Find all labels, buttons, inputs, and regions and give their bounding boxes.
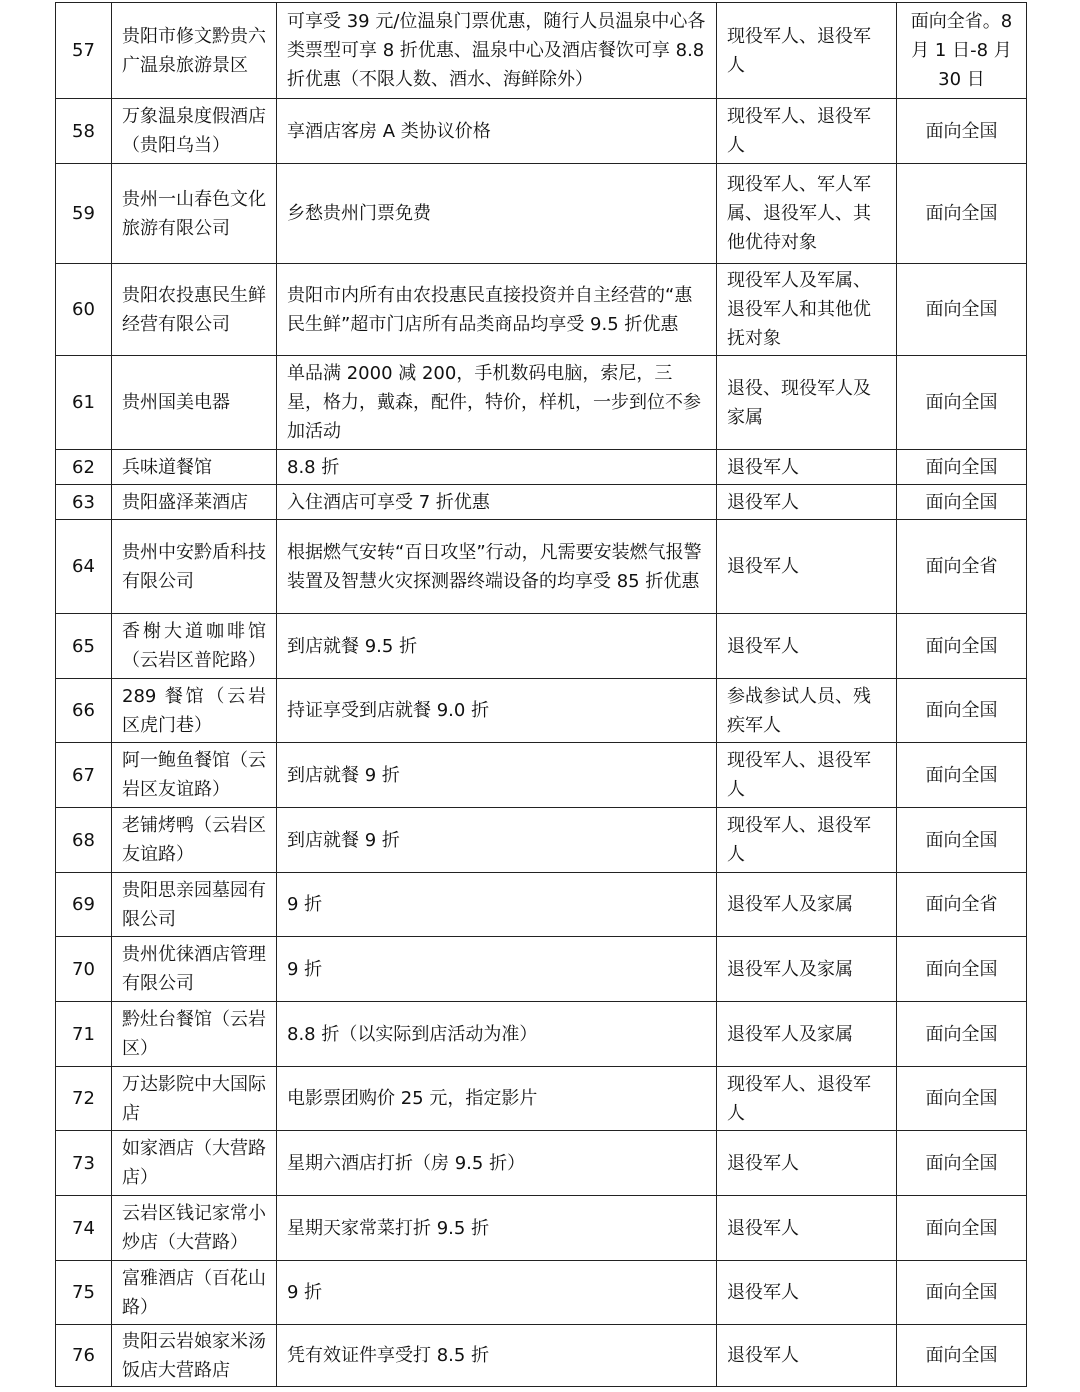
eligible-group: 现役军人、退役军人	[717, 808, 897, 873]
coverage-scope: 面向全国	[897, 99, 1027, 164]
table-row	[56, 614, 1027, 679]
coverage-scope: 面向全国	[897, 808, 1027, 873]
merchant-name: 贵州优徕酒店管理有限公司	[112, 937, 277, 1002]
row-number: 73	[56, 1131, 112, 1196]
offer-detail: 享酒店客房 A 类协议价格	[277, 99, 717, 164]
eligible-group: 退役军人	[717, 520, 897, 614]
row-number: 67	[56, 743, 112, 808]
row-number: 69	[56, 873, 112, 937]
coverage-scope: 面向全国	[897, 1067, 1027, 1131]
merchant-name: 黔灶台餐馆（云岩区）	[112, 1002, 277, 1067]
offer-detail: 星期天家常菜打折 9.5 折	[277, 1196, 717, 1261]
row-number: 70	[56, 937, 112, 1002]
table-body	[56, 3, 1027, 1387]
eligible-group: 现役军人、军人军属、退役军人、其他优待对象	[717, 164, 897, 264]
offer-detail: 电影票团购价 25 元，指定影片	[277, 1067, 717, 1131]
offer-detail: 持证享受到店就餐 9.0 折	[277, 679, 717, 743]
table-row	[56, 450, 1027, 485]
row-number: 68	[56, 808, 112, 873]
eligible-group: 退役、现役军人及家属	[717, 356, 897, 450]
coverage-scope: 面向全国	[897, 164, 1027, 264]
eligible-group: 退役军人	[717, 1261, 897, 1325]
eligible-group: 退役军人	[717, 1325, 897, 1387]
eligible-group: 退役军人	[717, 1131, 897, 1196]
row-number: 71	[56, 1002, 112, 1067]
coverage-scope: 面向全国	[897, 1131, 1027, 1196]
offer-detail: 入住酒店可享受 7 折优惠	[277, 485, 717, 520]
row-number: 57	[56, 3, 112, 99]
eligible-group: 退役军人及家属	[717, 873, 897, 937]
table-row	[56, 1131, 1027, 1196]
row-number: 74	[56, 1196, 112, 1261]
table-row	[56, 164, 1027, 264]
merchant-name: 贵阳盛泽莱酒店	[112, 485, 277, 520]
merchant-name: 贵阳市修文黔贵六广温泉旅游景区	[112, 3, 277, 99]
coverage-scope: 面向全国	[897, 450, 1027, 485]
coverage-scope: 面向全国	[897, 1261, 1027, 1325]
table-row	[56, 808, 1027, 873]
eligible-group: 退役军人	[717, 614, 897, 679]
eligible-group: 现役军人、退役军人	[717, 1067, 897, 1131]
table-row	[56, 743, 1027, 808]
table-row	[56, 1261, 1027, 1325]
offer-detail: 单品满 2000 减 200，手机数码电脑，索尼，三星，格力，戴森，配件，特价，样机，一步到位不参加活动	[277, 356, 717, 450]
coverage-scope: 面向全省	[897, 520, 1027, 614]
coverage-scope: 面向全国	[897, 1196, 1027, 1261]
offer-detail: 9 折	[277, 873, 717, 937]
row-number: 58	[56, 99, 112, 164]
merchant-name: 万达影院中大国际店	[112, 1067, 277, 1131]
table-row	[56, 99, 1027, 164]
row-number: 61	[56, 356, 112, 450]
eligible-group: 退役军人	[717, 450, 897, 485]
row-number: 65	[56, 614, 112, 679]
coverage-scope: 面向全国	[897, 356, 1027, 450]
merchant-name: 云岩区钱记家常小炒店（大营路）	[112, 1196, 277, 1261]
coverage-scope: 面向全国	[897, 1002, 1027, 1067]
merchant-name: 富雅酒店（百花山路）	[112, 1261, 277, 1325]
eligible-group: 退役军人	[717, 485, 897, 520]
table-row	[56, 1325, 1027, 1387]
coverage-scope: 面向全国	[897, 1325, 1027, 1387]
offer-detail: 9 折	[277, 1261, 717, 1325]
merchant-name: 老铺烤鸭（云岩区友谊路）	[112, 808, 277, 873]
merchant-name: 贵阳农投惠民生鲜经营有限公司	[112, 264, 277, 356]
eligible-group: 现役军人、退役军人	[717, 3, 897, 99]
row-number: 66	[56, 679, 112, 743]
offer-detail: 8.8 折	[277, 450, 717, 485]
offer-detail: 到店就餐 9 折	[277, 808, 717, 873]
table-row	[56, 3, 1027, 99]
eligible-group: 参战参试人员、残疾军人	[717, 679, 897, 743]
offer-detail: 乡愁贵州门票免费	[277, 164, 717, 264]
table-row	[56, 520, 1027, 614]
row-number: 75	[56, 1261, 112, 1325]
offer-detail: 8.8 折（以实际到店活动为准）	[277, 1002, 717, 1067]
offer-detail: 星期六酒店打折（房 9.5 折）	[277, 1131, 717, 1196]
eligible-group: 退役军人及家属	[717, 937, 897, 1002]
eligible-group: 现役军人、退役军人	[717, 743, 897, 808]
offer-detail: 贵阳市内所有由农投惠民直接投资并自主经营的“惠民生鲜”超市门店所有品类商品均享受 9.5 折优惠	[277, 264, 717, 356]
merchant-name: 贵州一山春色文化旅游有限公司	[112, 164, 277, 264]
row-number: 76	[56, 1325, 112, 1387]
eligible-group: 现役军人、退役军人	[717, 99, 897, 164]
merchant-name: 贵州中安黔盾科技有限公司	[112, 520, 277, 614]
coverage-scope: 面向全国	[897, 743, 1027, 808]
table-row	[56, 1067, 1027, 1131]
offer-detail: 可享受 39 元/位温泉门票优惠，随行人员温泉中心各类票型可享 8 折优惠、温泉中心及酒店餐饮可享 8.8 折优惠（不限人数、酒水、海鲜除外）	[277, 3, 717, 99]
table-row	[56, 264, 1027, 356]
merchant-name: 贵阳思亲园墓园有限公司	[112, 873, 277, 937]
coverage-scope: 面向全省	[897, 873, 1027, 937]
coverage-scope: 面向全省。8 月 1 日-8 月 30 日	[897, 3, 1027, 99]
coverage-scope: 面向全国	[897, 614, 1027, 679]
coverage-scope: 面向全国	[897, 264, 1027, 356]
table-row	[56, 356, 1027, 450]
row-number: 63	[56, 485, 112, 520]
merchant-name: 如家酒店（大营路店）	[112, 1131, 277, 1196]
merchant-name: 贵阳云岩娘家米汤饭店大营路店	[112, 1325, 277, 1387]
table-row	[56, 679, 1027, 743]
table-row	[56, 485, 1027, 520]
table-row	[56, 1002, 1027, 1067]
offer-detail: 根据燃气安转“百日攻坚”行动，凡需要安装燃气报警装置及智慧火灾探测器终端设备的均享受 85 折优惠	[277, 520, 717, 614]
row-number: 59	[56, 164, 112, 264]
coverage-scope: 面向全国	[897, 679, 1027, 743]
offer-detail: 9 折	[277, 937, 717, 1002]
coverage-scope: 面向全国	[897, 485, 1027, 520]
row-number: 72	[56, 1067, 112, 1131]
merchant-name: 万象温泉度假酒店（贵阳乌当）	[112, 99, 277, 164]
eligible-group: 退役军人及家属	[717, 1002, 897, 1067]
merchant-name: 兵味道餐馆	[112, 450, 277, 485]
discount-merchant-table	[55, 2, 1027, 1387]
merchant-name: 香榭大道咖啡馆（云岩区普陀路）	[112, 614, 277, 679]
eligible-group: 退役军人	[717, 1196, 897, 1261]
offer-detail: 到店就餐 9.5 折	[277, 614, 717, 679]
eligible-group: 现役军人及军属、退役军人和其他优抚对象	[717, 264, 897, 356]
table-row	[56, 937, 1027, 1002]
offer-detail: 到店就餐 9 折	[277, 743, 717, 808]
offer-detail: 凭有效证件享受打 8.5 折	[277, 1325, 717, 1387]
table-row	[56, 1196, 1027, 1261]
coverage-scope: 面向全国	[897, 937, 1027, 1002]
merchant-name: 阿一鲍鱼餐馆（云岩区友谊路）	[112, 743, 277, 808]
merchant-name: 289 餐馆（云岩区虎门巷）	[112, 679, 277, 743]
row-number: 64	[56, 520, 112, 614]
row-number: 60	[56, 264, 112, 356]
table-row	[56, 873, 1027, 937]
merchant-name: 贵州国美电器	[112, 356, 277, 450]
row-number: 62	[56, 450, 112, 485]
